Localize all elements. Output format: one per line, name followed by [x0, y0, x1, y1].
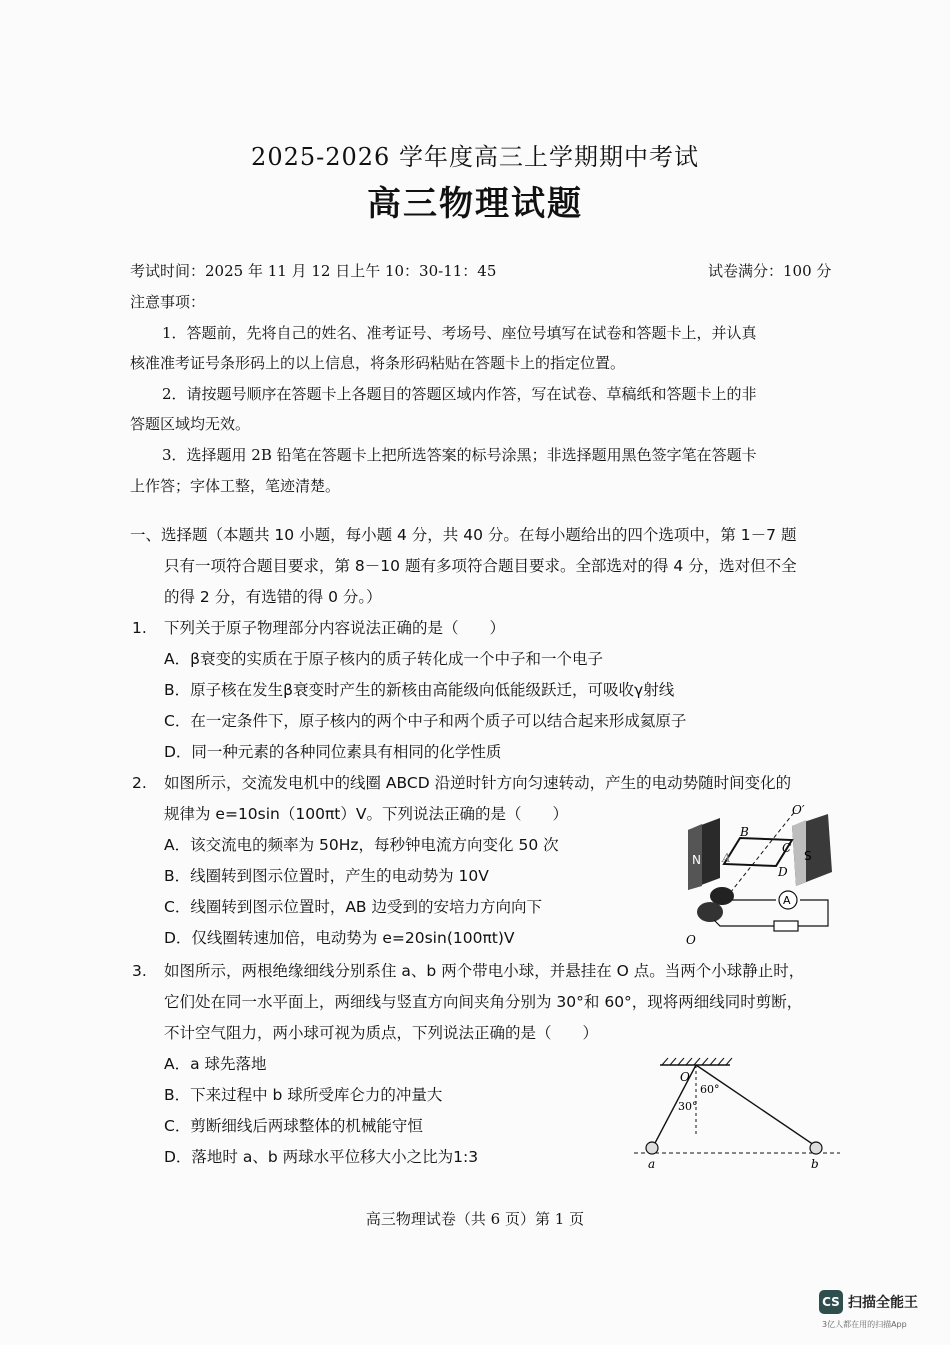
- option-c: C．线圈转到图示位置时，AB 边受到的安培力方向向下: [164, 898, 542, 916]
- option-b: B．下来过程中 b 球所受库仑力的冲量大: [164, 1086, 443, 1104]
- label-c: C: [782, 841, 792, 855]
- note-line: 3．选择题用 2B 铅笔在答题卡上把所选答案的标号涂黑；非选择题用黑色签字笔在答题卡: [162, 446, 757, 464]
- option-d: D．同一种元素的各种同位素具有相同的化学性质: [164, 743, 502, 761]
- camscanner-name: 扫描全能王: [848, 1295, 918, 1311]
- option-c: C．剪断细线后两球整体的机械能守恒: [164, 1117, 423, 1135]
- resistor: [774, 921, 798, 931]
- exam-subtitle: 2025-2026 学年度高三上学期期中考试: [251, 143, 699, 171]
- label-b: B: [740, 825, 749, 839]
- ball-a: [646, 1142, 658, 1154]
- note-line: 答题区域均无效。: [130, 415, 251, 433]
- label-angle-30: 30°: [678, 1100, 698, 1113]
- ammeter-label: A: [783, 894, 791, 907]
- camscanner-tagline: 3亿人都在用的扫描App: [822, 1320, 907, 1329]
- label-a: a: [648, 1157, 656, 1171]
- label-a: A: [722, 851, 731, 865]
- option-c: C．在一定条件下，原子核内的两个中子和两个质子可以结合起来形成氦原子: [164, 712, 687, 730]
- question-number: 2.: [132, 774, 147, 792]
- slip-ring: [697, 902, 723, 922]
- option-b: B．线圈转到图示位置时，产生的电动势为 10V: [164, 867, 489, 885]
- label-n: N: [692, 853, 701, 867]
- label-o-prime: O′: [792, 803, 805, 817]
- question-stem: 下列关于原子物理部分内容说法正确的是（ ）: [164, 619, 506, 637]
- notes-heading: 注意事项：: [130, 293, 206, 311]
- note-line: 上作答；字体工整，笔迹清楚。: [130, 477, 341, 495]
- section-heading-line: 的得 2 分，有选错的得 0 分。）: [164, 588, 382, 606]
- exam-time: 考试时间：2025 年 11 月 12 日上午 10：30-11：45: [130, 262, 497, 280]
- label-o: O: [686, 933, 696, 947]
- exam-title: 高三物理试题: [367, 184, 583, 224]
- label-angle-60: 60°: [700, 1083, 720, 1096]
- question-stem: 如图所示，交流发电机中的线圈 ABCD 沿逆时针方向匀速转动，产生的电动势随时间变化的: [164, 774, 792, 792]
- option-a: A．a 球先落地: [164, 1055, 267, 1073]
- label-s: S: [804, 849, 812, 863]
- option-b: B．原子核在发生β衰变时产生的新核由高能级向低能级跃迁，可吸收γ射线: [164, 681, 675, 699]
- exam-score: 试卷满分：100 分: [708, 262, 832, 280]
- note-line: 1．答题前，先将自己的姓名、准考证号、考场号、座位号填写在试卷和答题卡上，并认真: [162, 324, 757, 342]
- question-stem-line: 规律为 e=10sin（100πt）V。下列说法正确的是（ ）: [164, 805, 568, 823]
- generator-figure: [680, 800, 840, 948]
- option-d: D．仅线圈转速加倍，电动势为 e=20sin(100πt)V: [164, 929, 515, 947]
- section-heading-line: 只有一项符合题目要求，第 8－10 题有多项符合题目要求。全部选对的得 4 分，选对但不全: [164, 557, 797, 575]
- question-number: 3.: [132, 962, 147, 980]
- ball-b: [810, 1142, 822, 1154]
- label-b: b: [811, 1157, 819, 1171]
- ceiling-hatch: [662, 1058, 732, 1065]
- circuit-wire: [714, 920, 774, 926]
- circuit-wire: [798, 900, 828, 926]
- question-stem-line: 它们处在同一水平面上，两细线与竖直方向间夹角分别为 30°和 60°，现将两细线同时剪断，: [164, 993, 803, 1011]
- section-heading: 一、选择题（本题共 10 小题，每小题 4 分，共 40 分。在每小题给出的四个选项中，第 1－7 题: [130, 526, 797, 544]
- note-line: 2．请按题号顺序在答题卡上各题目的答题区域内作答，写在试卷、草稿纸和答题卡上的非: [162, 385, 757, 403]
- option-d: D．落地时 a、b 两球水平位移大小之比为1:3: [164, 1148, 479, 1166]
- hanging-balls-figure: [630, 1055, 845, 1173]
- question-stem: 如图所示，两根绝缘细线分别系住 a、b 两个带电小球，并悬挂在 O 点。当两个小球静止时，: [164, 962, 805, 980]
- question-number: 1.: [132, 619, 147, 637]
- note-line: 核准准考证号条形码上的以上信息，将条形码粘贴在答题卡上的指定位置。: [130, 354, 626, 372]
- slip-ring: [710, 887, 734, 905]
- page-footer: 高三物理试卷（共 6 页）第 1 页: [365, 1210, 585, 1228]
- option-a: A．该交流电的频率为 50Hz，每秒钟电流方向变化 50 次: [164, 836, 559, 854]
- question-stem-line: 不计空气阻力，两小球可视为质点，下列说法正确的是（ ）: [164, 1024, 599, 1042]
- string-b: [696, 1065, 814, 1145]
- label-o: O: [680, 1070, 690, 1084]
- option-a: A．β衰变的实质在于原子核内的质子转化成一个中子和一个电子: [164, 650, 603, 668]
- camscanner-logo-icon: CS: [819, 1290, 843, 1314]
- label-d: D: [778, 865, 788, 879]
